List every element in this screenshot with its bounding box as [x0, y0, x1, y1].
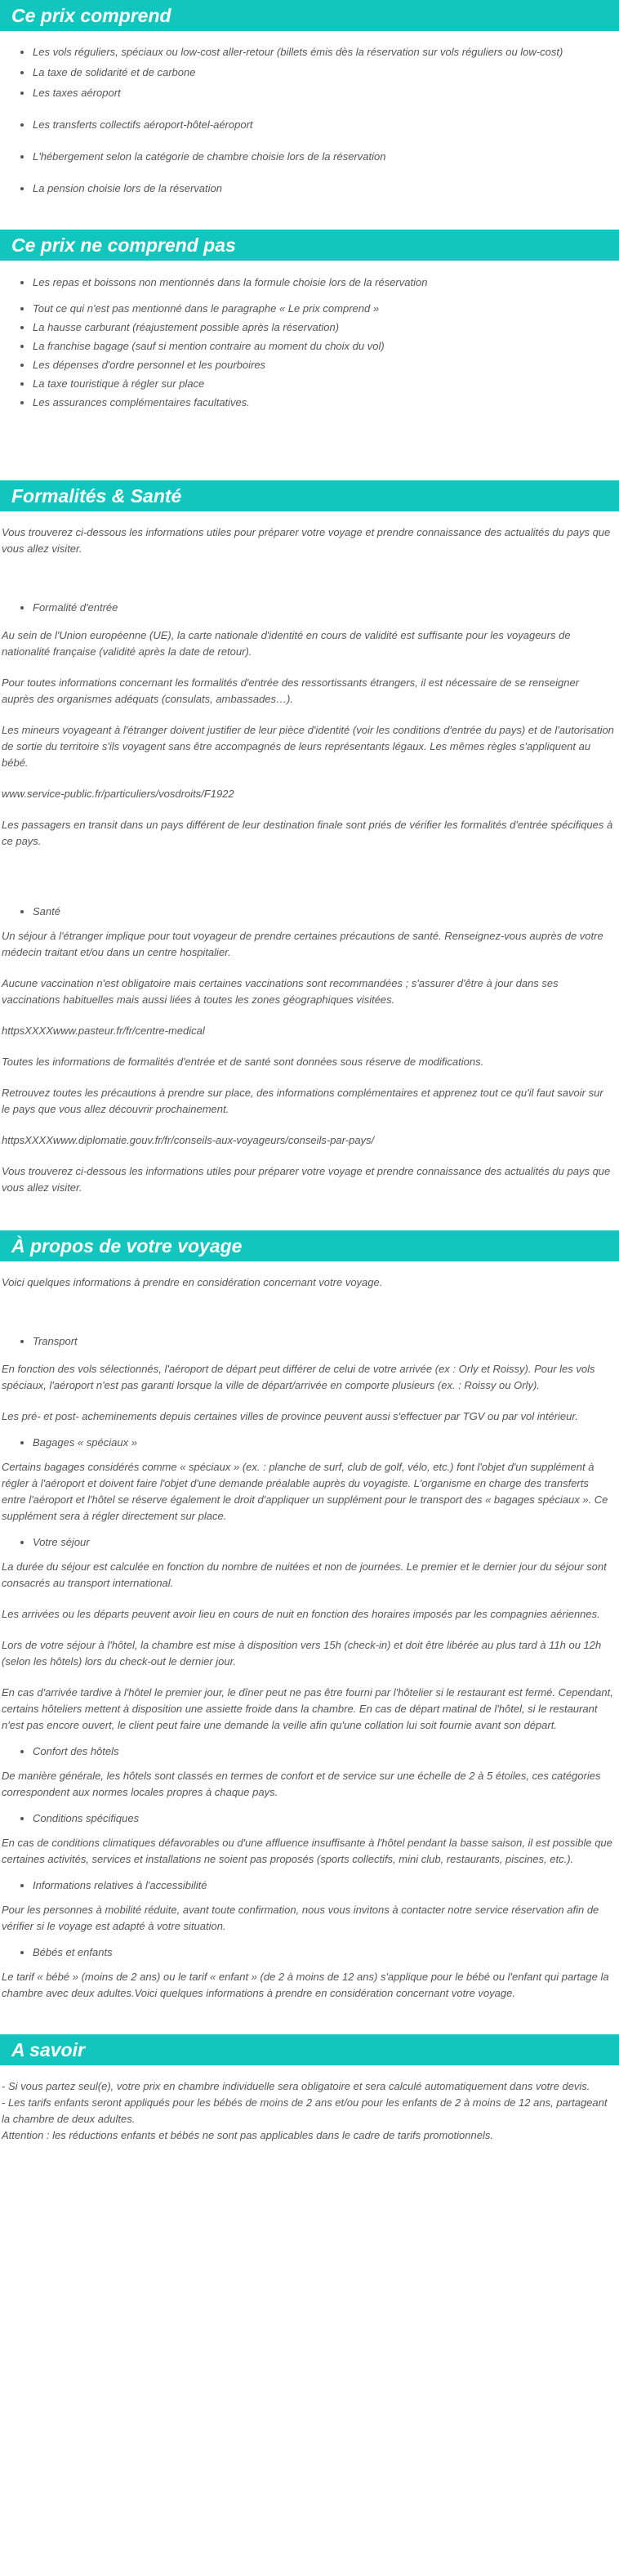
- section-title: Ce prix ne comprend pas: [0, 230, 619, 261]
- list-item: • Les vols réguliers, spéciaux ou low-cost aller-retour (billets émis dès la réservation sur vols réguliers ou low-cost): [33, 44, 619, 60]
- section-title: À propos de votre voyage: [0, 1230, 619, 1261]
- paragraph: Retrouvez toutes les précautions à prendre sur place, des informations complémentaires et apprenez tout ce qu'il faut savoir sur le pays que vous allez découvrir prochainement.: [2, 1087, 603, 1115]
- link-text: www.service-public.fr/particuliers/vosdroits/F1922: [2, 788, 234, 800]
- paragraph: - Les tarifs enfants seront appliqués pour les bébés de moins de 2 ans et/ou pour les enfants de 2 à moins de 12 ans, partageant la chambre de deux adultes.: [2, 2096, 608, 2125]
- paragraph: Les mineurs voyageant à l'étranger doivent justifier de leur pièce d'identité (voir les conditions d'entrée du pays) et de l'autorisation de sortie du territoire s'ils voyagent sans être accompagnés de leurs représentants légaux. Les mêmes règles s'appliquent au bébé.: [2, 724, 614, 769]
- topic-transport: [0, 1333, 619, 1350]
- topic-sante: [0, 904, 619, 920]
- paragraph: De manière générale, les hôtels sont classés en termes de confort et de service sur une échelle de 2 à 5 étoiles, ces catégories correspondent aux normes locales propres à chaque pays.: [2, 1770, 601, 1798]
- included-list: [0, 44, 619, 196]
- paragraph: Un séjour à l'étranger implique pour tout voyageur de prendre certaines précautions de santé. Renseignez-vous auprès de votre médecin traitant et/ou dans un centre hospitalier.: [2, 930, 603, 958]
- section-prix-comprend: [0, 0, 619, 196]
- link-text: httpsXXXXwww.pasteur.fr/fr/centre-medical: [2, 1025, 205, 1037]
- list-item: • La franchise bagage (sauf si mention contraire au moment du choix du vol): [33, 338, 619, 354]
- a-savoir-text: [0, 2078, 619, 2144]
- topic-accessibilite: [0, 1877, 619, 1894]
- topic-sejour: [0, 1534, 619, 1551]
- topic-heading: • Bagages « spéciaux »: [33, 1435, 619, 1451]
- link-text: httpsXXXXwww.diplomatie.gouv.fr/fr/conseils-aux-voyageurs/conseils-par-pays/: [2, 1134, 375, 1146]
- list-item: • Les taxes aéroport: [33, 85, 619, 100]
- topic-bagages: [0, 1435, 619, 1451]
- list-item: • Les assurances complémentaires facultatives.: [33, 395, 619, 410]
- list-item: • Les transferts collectifs aéroport-hôtel-aéroport: [33, 117, 619, 132]
- topic-heading: • Santé: [33, 904, 619, 920]
- list-item: • La taxe touristique à régler sur place: [33, 376, 619, 391]
- topic-heading: • Confort des hôtels: [33, 1743, 619, 1760]
- topic-confort: [0, 1743, 619, 1760]
- paragraph: Les arrivées ou les départs peuvent avoir lieu en cours de nuit en fonction des horaires imposés par les compagnies aériennes.: [2, 1608, 600, 1620]
- paragraph: Vous trouverez ci-dessous les informations utiles pour préparer votre voyage et prendre connaissance des actualités du pays que vous allez visiter.: [2, 1165, 611, 1194]
- paragraph: Les pré- et post- acheminements depuis certaines villes de province peuvent aussi s'effectuer par TGV ou par vol intérieur.: [2, 1410, 578, 1422]
- paragraph: En cas d'arrivée tardive à l'hôtel le premier jour, le dîner peut ne pas être fourni par l'hôtelier si le restaurant est fermé. Cependant, certains hôteliers mettent à disposition une assiette froide dans la chambre. En cas de départ matinal de l'hôtel, si le restaurant n'est pas encore ouvert, le client peut faire une demande la veille afin qu'une collation lui soit fournie avant son départ.: [2, 1686, 613, 1731]
- section-prix-ne-comprend: [0, 230, 619, 410]
- excluded-list: [0, 275, 619, 410]
- list-item: • L'hébergement selon la catégorie de chambre choisie lors de la réservation: [33, 149, 619, 164]
- paragraph: Toutes les informations de formalités d'entrée et de santé sont données sous réserve de modifications.: [2, 1056, 484, 1068]
- topic-heading: • Informations relatives à l'accessibilité: [33, 1877, 619, 1894]
- list-item: • La taxe de solidarité et de carbone: [33, 65, 619, 80]
- topic-conditions: [0, 1810, 619, 1827]
- list-item: • La pension choisie lors de la réservation: [33, 181, 619, 196]
- paragraph: Pour toutes informations concernant les formalités d'entrée des ressortissants étrangers, il est nécessaire de se renseigner auprès des organismes adéquats (consulats, ambassades…).: [2, 676, 580, 705]
- paragraph: En cas de conditions climatiques défavorables ou d'une affluence insuffisante à l'hôtel pendant la basse saison, il est possible que certaines activités, services et installations ne soient pas proposés (sports collectifs, mini club, restaurants, piscines, etc.).: [2, 1837, 612, 1865]
- topic-heading: • Formalité d'entrée: [33, 600, 619, 616]
- section-a-propos: [0, 1230, 619, 2002]
- section-title: Ce prix comprend: [0, 0, 619, 31]
- section-formalites-sante: [0, 480, 619, 1196]
- topic-heading: • Conditions spécifiques: [33, 1810, 619, 1827]
- list-item: • La hausse carburant (réajustement possible après la réservation): [33, 319, 619, 335]
- paragraph: Les passagers en transit dans un pays différent de leur destination finale sont priés de vérifier les formalités d'entrée spécifiques à ce pays.: [2, 819, 613, 847]
- paragraph: Aucune vaccination n'est obligatoire mais certaines vaccinations sont recommandées ; s'assurer d'être à jour dans ses vaccinations habituelles mais aussi liées à toutes les zones géographiques visitées.: [2, 977, 559, 1006]
- paragraph: Le tarif « bébé » (moins de 2 ans) ou le tarif « enfant » (de 2 à moins de 12 ans) s'applique pour le bébé ou l'enfant qui partage la chambre avec deux adultes.Voici quelques informations à prendre en considération concernant votre voyage.: [2, 1971, 609, 1999]
- topic-heading: • Votre séjour: [33, 1534, 619, 1551]
- list-item: • Tout ce qui n'est pas mentionné dans le paragraphe « Le prix comprend »: [33, 301, 619, 316]
- section-title: A savoir: [0, 2034, 619, 2065]
- section-title: Formalités & Santé: [0, 480, 619, 511]
- topic-entree: [0, 600, 619, 616]
- topic-heading: • Transport: [33, 1333, 619, 1350]
- intro-text: Vous trouverez ci-dessous les informations utiles pour préparer votre voyage et prendre connaissance des actualités du pays que vous allez visiter.: [2, 526, 611, 555]
- paragraph: Attention : les réductions enfants et bébés ne sont pas applicables dans le cadre de tarifs promotionnels.: [2, 2129, 493, 2141]
- intro-text: Voici quelques informations à prendre en considération concernant votre voyage.: [2, 1276, 383, 1288]
- list-item: • Les dépenses d'ordre personnel et les pourboires: [33, 357, 619, 373]
- paragraph: En fonction des vols sélectionnés, l'aéroport de départ peut différer de celui de votre arrivée (ex : Orly et Roissy). Pour les vols spéciaux, l'aéroport n'est pas garanti lorsque la ville de départ/arrivée en comporte plusieurs (ex. : Roissy ou Orly).: [2, 1363, 595, 1391]
- topic-heading: • Bébés et enfants: [33, 1944, 619, 1961]
- paragraph: Certains bagages considérés comme « spéciaux » (ex. : planche de surf, club de golf, vélo, etc.) font l'objet d'un supplément à régler à l'aéroport et doivent faire l'objet d'une demande préalable auprès du voyagiste. L'organisme en charge des transferts entre l'aéroport et l'hôtel se réserve également le droit d'appliquer un supplément pour le transport des « bagages spéciaux ». Ce supplément sera à régler directement sur place.: [2, 1461, 608, 1522]
- section-a-savoir: [0, 2034, 619, 2144]
- list-item: • Les repas et boissons non mentionnés dans la formule choisie lors de la réservation: [33, 275, 619, 290]
- paragraph: Au sein de l'Union européenne (UE), la carte nationale d'identité en cours de validité est suffisante pour les voyageurs de nationalité française (validité après la date de retour).: [2, 629, 571, 658]
- topic-bebes: [0, 1944, 619, 1961]
- paragraph: - Si vous partez seul(e), votre prix en chambre individuelle sera obligatoire et sera calculé automatiquement dans votre devis.: [2, 2080, 590, 2092]
- paragraph: Lors de votre séjour à l'hôtel, la chambre est mise à disposition vers 15h (check-in) et doit être libérée au plus tard à 11h ou 12h (selon les hôtels) lors du check-out le dernier jour.: [2, 1639, 602, 1667]
- paragraph: La durée du séjour est calculée en fonction du nombre de nuitées et non de journées. Le premier et le dernier jour du séjour sont consacrés au transport international.: [2, 1560, 607, 1589]
- paragraph: Pour les personnes à mobilité réduite, avant toute confirmation, nous vous invitons à contacter notre service réservation afin de vérifier si le voyage est adapté à votre situation.: [2, 1904, 599, 1932]
